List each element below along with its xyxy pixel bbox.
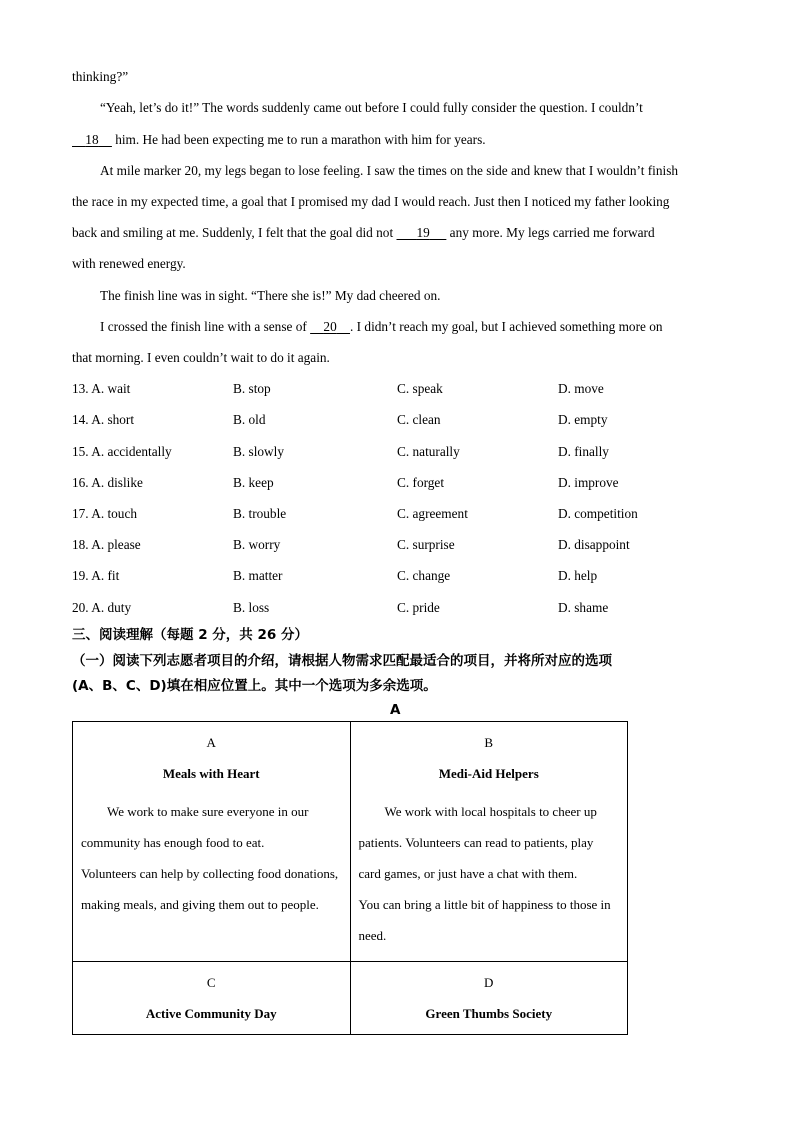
option-d: D. help — [558, 568, 598, 583]
project-letter: D — [484, 975, 494, 990]
project-title: Active Community Day — [145, 1006, 277, 1021]
option-d: D. empty — [558, 412, 608, 427]
option-c: C. pride — [397, 600, 440, 615]
passage-line: with renewed energy. — [72, 256, 186, 271]
option-d: D. improve — [558, 475, 619, 490]
project-description: We work with local hospitals to cheer up patients. Volunteers can read to patients, play card games, or just have a chat with them. You can bring a little bit of happiness to those in need. — [358, 804, 611, 943]
option-b: B. loss — [233, 600, 270, 615]
option-a: 17. A. touch — [72, 506, 138, 521]
option-c: C. change — [397, 568, 451, 583]
project-card-c — [73, 962, 351, 1035]
option-b: B. keep — [233, 475, 274, 490]
question-row — [72, 536, 722, 554]
option-d: D. competition — [558, 506, 638, 521]
part-label: A — [390, 702, 401, 718]
option-b: B. slowly — [233, 444, 284, 459]
option-a: 15. A. accidentally — [72, 444, 172, 459]
option-d: D. finally — [558, 444, 609, 459]
option-c: C. speak — [397, 381, 443, 396]
passage-line: back and smiling at me. Suddenly, I felt that the goal did not 19 any more. My legs carried me forward — [72, 225, 655, 240]
option-d: D. shame — [558, 600, 609, 615]
option-a: 13. A. wait — [72, 381, 131, 396]
blank-19: 19 — [416, 225, 430, 240]
blank-20: 20 — [323, 319, 337, 334]
option-b: B. stop — [233, 381, 271, 396]
project-letter: B — [484, 735, 494, 750]
question-row — [72, 599, 722, 617]
option-a: 19. A. fit — [72, 568, 120, 583]
option-b: B. worry — [233, 537, 281, 552]
option-b: B. matter — [233, 568, 283, 583]
question-row — [72, 411, 722, 429]
passage-line: that morning. I even couldn’t wait to do it again. — [72, 350, 330, 365]
option-d: D. move — [558, 381, 604, 396]
option-a: 16. A. dislike — [72, 475, 143, 490]
passage-line: 18 him. He had been expecting me to run a marathon with him for years. — [72, 131, 486, 149]
project-description: We work to make sure everyone in our community has enough food to eat. Volunteers can help by collecting food donations, making meals, and giving them out to people. — [81, 804, 339, 912]
question-row — [72, 474, 722, 492]
blank-18: 18 — [85, 132, 99, 147]
option-b: B. trouble — [233, 506, 287, 521]
option-c: C. agreement — [397, 506, 468, 521]
question-row — [72, 443, 722, 461]
project-title: Meals with Heart — [162, 766, 260, 781]
project-card-d — [350, 962, 628, 1035]
option-d: D. disappoint — [558, 537, 630, 552]
question-row — [72, 567, 722, 585]
section-heading: 三、阅读理解（每题 2 分，共 26 分） — [72, 627, 308, 643]
passage-line: thinking?” — [72, 69, 129, 84]
section-instruction: （一）阅读下列志愿者项目的介绍，请根据人物需求匹配最适合的项目，并将所对应的选项 — [72, 653, 612, 669]
option-a: 14. A. short — [72, 412, 135, 427]
passage-line: The finish line was in sight. “There she is!” My dad cheered on. — [100, 288, 441, 303]
project-letter: A — [206, 735, 216, 750]
project-letter: C — [206, 975, 216, 990]
passage-line: At mile marker 20, my legs began to lose feeling. I saw the times on the side and knew that I wouldn’t finish — [100, 163, 679, 178]
option-c: C. clean — [397, 412, 441, 427]
option-a: 18. A. please — [72, 537, 141, 552]
option-a: 20. A. duty — [72, 600, 132, 615]
passage-line: the race in my expected time, a goal that I promised my dad I would reach. Just then I noticed my father looking — [72, 194, 670, 209]
question-row — [72, 505, 722, 523]
option-c: C. naturally — [397, 444, 460, 459]
option-c: C. forget — [397, 475, 445, 490]
projects-table — [72, 721, 628, 1035]
project-card-a — [73, 722, 351, 962]
project-card-b — [350, 722, 628, 962]
question-row — [72, 380, 722, 398]
project-title: Green Thumbs Society — [425, 1006, 553, 1021]
option-b: B. old — [233, 412, 266, 427]
passage-line: “Yeah, let’s do it!” The words suddenly came out before I could fully consider the question. I couldn’t — [100, 100, 643, 115]
section-instruction: (A、B、C、D)填在相应位置上。其中一个选项为多余选项。 — [72, 678, 437, 694]
project-title: Medi-Aid Helpers — [438, 766, 539, 781]
passage-line: I crossed the finish line with a sense of 20 . I didn’t reach my goal, but I achieved something more on — [100, 319, 663, 334]
option-c: C. surprise — [397, 537, 455, 552]
